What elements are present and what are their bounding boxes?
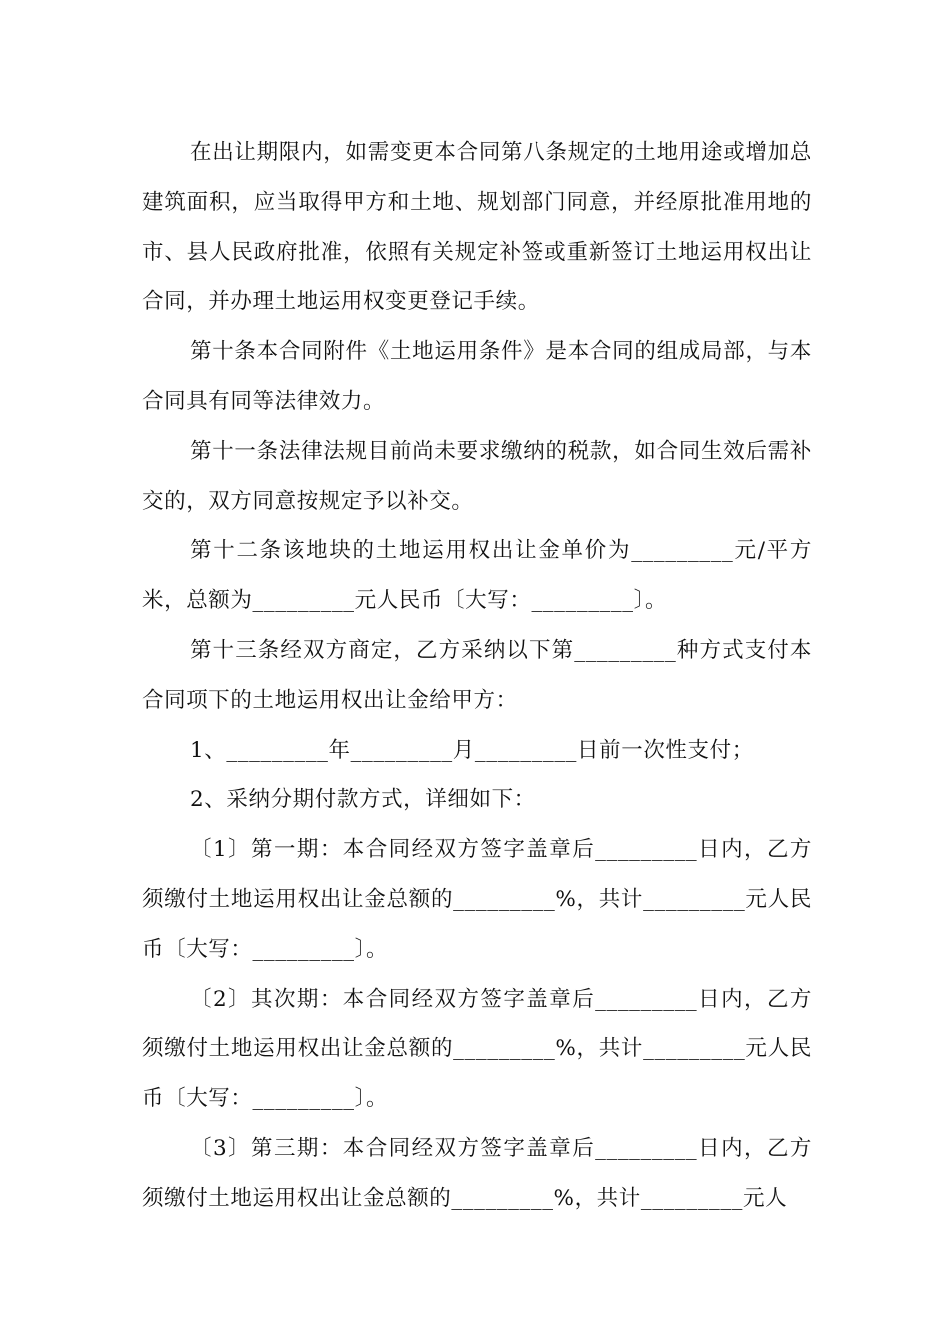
paragraph-installment-1: 〔1〕第一期：本合同经双方签字盖章后_________日内，乙方须缴付土地运用权出让金总额的_________%，共计_________元人民币〔大写：_________〕。	[142, 837, 812, 962]
paragraph-option-1: 1、_________年_________月_________日前一次性支付；	[190, 737, 754, 763]
paragraph-installment-3: 〔3〕第三期：本合同经双方签字盖章后_________日内，乙方须缴付土地运用权出让金总额的_________%，共计_________元人	[142, 1135, 812, 1211]
paragraph-article-12: 第十二条该地块的土地运用权出让金单价为_________元/平方米，总额为_________元人民币〔大写：_________〕。	[142, 538, 812, 614]
paragraph-installment-2: 〔2〕其次期：本合同经双方签字盖章后_________日内，乙方须缴付土地运用权出让金总额的_________%，共计_________元人民币〔大写：_________〕。	[142, 986, 812, 1112]
contract-body	[142, 128, 812, 1224]
paragraph-article-13: 第十三条经双方商定，乙方采纳以下第_________种方式支付本合同项下的土地运用权出让金给甲方：	[142, 637, 812, 713]
paragraph-land-use-change: 在出让期限内，如需变更本合同第八条规定的土地用途或增加总建筑面积，应当取得甲方和土地、规划部门同意，并经原批准用地的市、县人民政府批准，依照有关规定补签或重新签订土地运用权出让合同，并办理土地运用权变更登记手续。	[142, 140, 812, 315]
paragraph-article-10: 第十条本合同附件《土地运用条件》是本合同的组成局部，与本合同具有同等法律效力。	[142, 339, 812, 414]
paragraph-option-2: 2、采纳分期付款方式，详细如下：	[190, 787, 536, 813]
paragraph-article-11: 第十一条法律法规目前尚未要求缴纳的税款，如合同生效后需补交的，双方同意按规定予以补交。	[142, 438, 812, 514]
